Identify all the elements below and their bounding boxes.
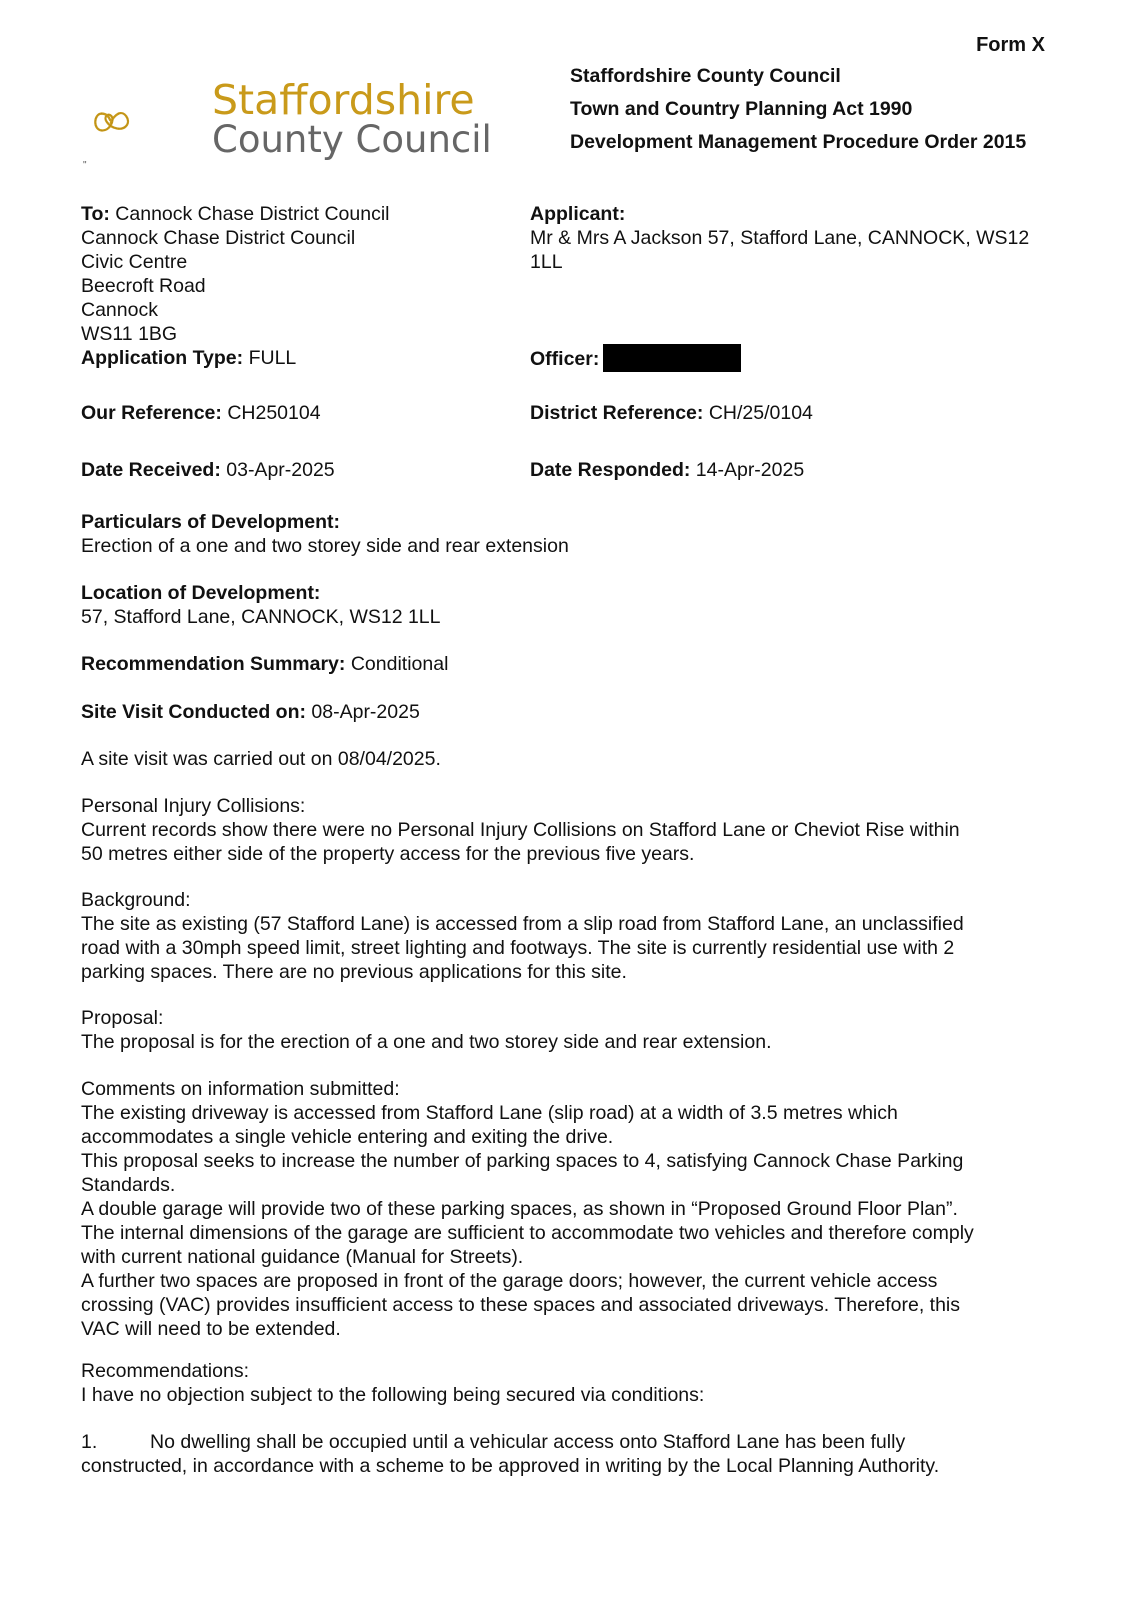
applicant-label: Applicant:: [530, 203, 626, 225]
document-header: [570, 64, 1026, 163]
district-reference: [530, 401, 813, 425]
location-value: 57, Stafford Lane, CANNOCK, WS12 1LL: [81, 606, 441, 628]
to-address-line-4: Cannock: [81, 299, 158, 321]
header-act: Town and Country Planning Act 1990: [570, 98, 913, 120]
particulars-value: Erection of a one and two storey side and rear extension: [81, 535, 569, 557]
application-type-label: Application Type:: [81, 347, 244, 369]
recommendations-intro: I have no objection subject to the following being secured via conditions:: [81, 1384, 705, 1406]
application-type-value: FULL: [248, 347, 297, 369]
form-label: Form X: [976, 34, 1045, 56]
district-reference-label: District Reference:: [530, 402, 704, 424]
date-responded-value: 14-Apr-2025: [695, 459, 805, 481]
comments-line-9: crossing (VAC) provides insufficient access to these spaces and associated driveways. Therefore, this: [81, 1294, 961, 1316]
district-reference-value: CH/25/0104: [708, 402, 813, 424]
collisions-line-1: Current records show there were no Personal Injury Collisions on Stafford Lane or Cheviot Rise within: [81, 819, 960, 841]
to-recipient: Cannock Chase District Council: [115, 203, 390, 225]
our-reference-label: Our Reference:: [81, 402, 222, 424]
date-received: [81, 458, 335, 482]
officer-redaction: [603, 344, 741, 372]
proposal-line-1: The proposal is for the erection of a one and two storey side and rear extension.: [81, 1031, 772, 1053]
comments-line-4: Standards.: [81, 1174, 176, 1196]
background-line-1: The site as existing (57 Stafford Lane) is accessed from a slip road from Stafford Lane, an unclassified: [81, 913, 964, 935]
applicant-line-1: Mr & Mrs A Jackson 57, Stafford Lane, CANNOCK, WS12: [530, 227, 1030, 249]
to-line: [81, 202, 390, 226]
officer: [530, 346, 741, 374]
particulars-label: Particulars of Development:: [81, 511, 340, 533]
our-reference: [81, 401, 321, 425]
site-visit-text: A site visit was carried out on 08/04/2025.: [81, 748, 441, 770]
background-section: [81, 888, 1041, 984]
collisions-heading: Personal Injury Collisions:: [81, 795, 306, 817]
condition-1-line-2: constructed, in accordance with a scheme to be approved in writing by the Local Planning Authority.: [81, 1455, 940, 1477]
condition-1-line-1: No dwelling shall be occupied until a vehicular access onto Stafford Lane has been fully: [150, 1431, 906, 1453]
logo-wordmark-staffordshire: Staffordshire: [212, 76, 475, 124]
location-label: Location of Development:: [81, 582, 321, 604]
comments-line-7: with current national guidance (Manual for Streets).: [81, 1246, 524, 1268]
recommendation-summary: [81, 652, 448, 676]
comments-line-3: This proposal seeks to increase the number of parking spaces to 4, satisfying Cannock Chase Parking: [81, 1150, 964, 1172]
comments-line-10: VAC will need to be extended.: [81, 1318, 341, 1340]
recommendation-summary-label: Recommendation Summary:: [81, 653, 346, 675]
our-reference-value: CH250104: [227, 402, 321, 424]
recommendation-summary-value: Conditional: [350, 653, 449, 675]
logo-wordmark-county-council: County Council: [212, 118, 492, 161]
collisions-section: [81, 794, 1041, 866]
proposal-heading: Proposal:: [81, 1007, 164, 1029]
comments-line-5: A double garage will provide two of these parking spaces, as shown in “Proposed Ground Floor Plan”.: [81, 1198, 958, 1220]
site-visit: [81, 700, 420, 724]
condition-1-number: 1.: [81, 1431, 98, 1453]
officer-label: Officer:: [530, 348, 600, 371]
header-order: Development Management Procedure Order 2015: [570, 131, 1027, 153]
date-responded-label: Date Responded:: [530, 459, 691, 481]
collisions-line-2: 50 metres either side of the property access for the previous five years.: [81, 843, 695, 865]
to-address-line-1: Cannock Chase District Council: [81, 227, 356, 249]
proposal-section: [81, 1006, 1041, 1054]
application-type: [81, 346, 296, 370]
site-visit-value: 08-Apr-2025: [311, 701, 420, 723]
comments-line-6: The internal dimensions of the garage are sufficient to accommodate two vehicles and therefore comply: [81, 1222, 974, 1244]
date-received-value: 03-Apr-2025: [226, 459, 335, 481]
comments-heading: Comments on information submitted:: [81, 1078, 400, 1100]
background-heading: Background:: [81, 889, 191, 911]
header-council-name: Staffordshire County Council: [570, 65, 841, 87]
date-received-label: Date Received:: [81, 459, 221, 481]
applicant-line-2: 1LL: [530, 251, 563, 273]
background-line-3: parking spaces. There are no previous applications for this site.: [81, 961, 627, 983]
background-line-2: road with a 30mph speed limit, street lighting and footways. The site is currently residential use with 2: [81, 937, 955, 959]
recommendations-heading: Recommendations:: [81, 1360, 249, 1382]
to-label: To:: [81, 203, 110, 225]
staffordshire-knot-logo: [92, 76, 212, 168]
to-address-line-3: Beecroft Road: [81, 275, 206, 297]
recommendations-section: [81, 1359, 1041, 1407]
stray-mark: ": [83, 160, 87, 171]
to-address-line-2: Civic Centre: [81, 251, 188, 273]
site-visit-label: Site Visit Conducted on:: [81, 701, 306, 723]
comments-line-1: The existing driveway is accessed from Stafford Lane (slip road) at a width of 3.5 metres which: [81, 1102, 898, 1124]
comments-section: [81, 1077, 1041, 1341]
to-address-line-5: WS11 1BG: [81, 323, 178, 345]
date-responded: [530, 458, 804, 482]
comments-line-8: A further two spaces are proposed in front of the garage doors; however, the current vehicle access: [81, 1270, 938, 1292]
comments-line-2: accommodates a single vehicle entering and exiting the drive.: [81, 1126, 614, 1148]
